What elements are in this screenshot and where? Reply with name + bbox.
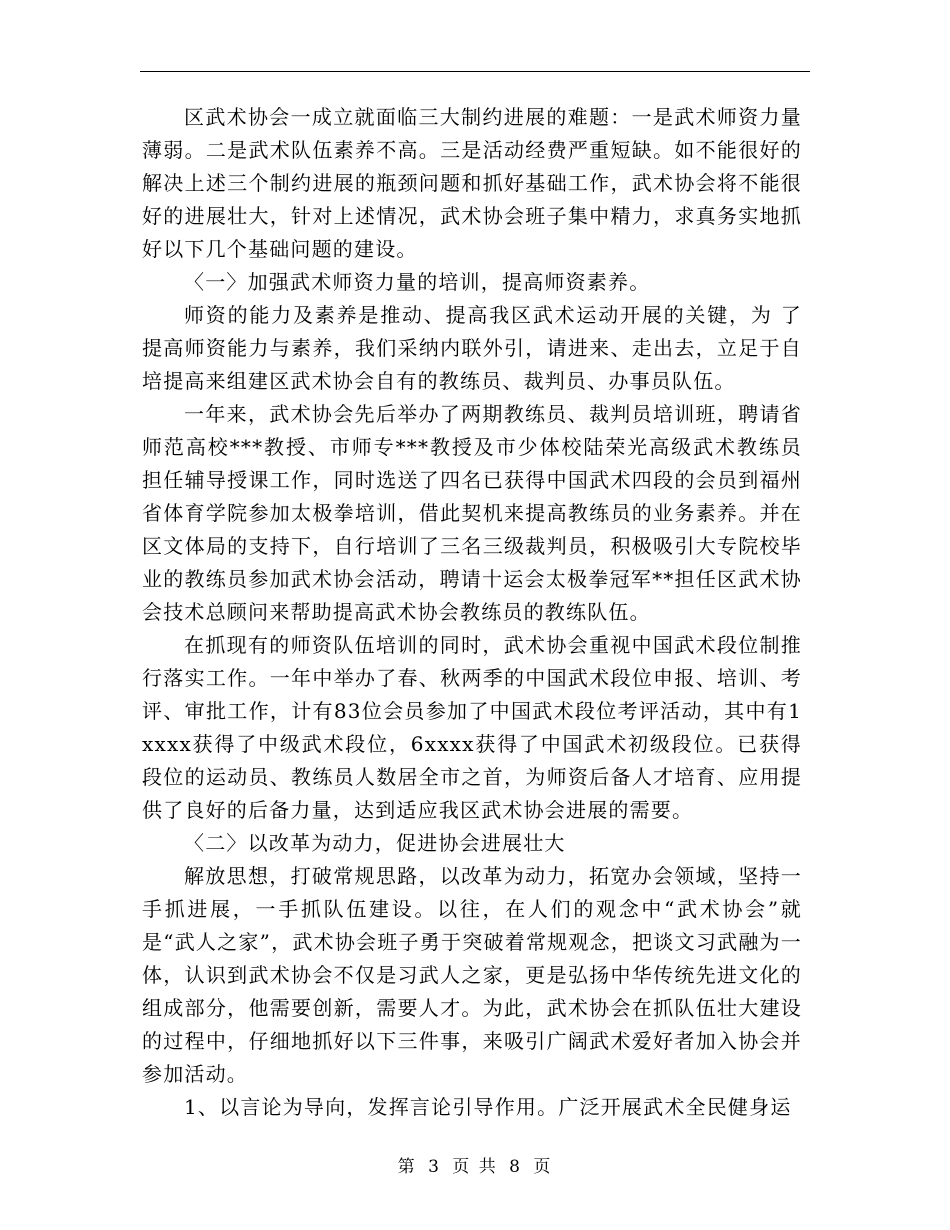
footer-page-number: 3 [428,1157,441,1177]
footer-total-pages: 8 [509,1157,522,1177]
paragraph-item-1: 1、以言论为导向，发挥言论引导作用。广泛开展武术全民健身运 [184,1095,792,1119]
section-heading-1: 〈一〉加强武术师资力量的培训，提高师资素养。 [184,270,651,294]
section-heading-2: 〈二〉以改革为动力，促进协会进展壮大 [184,831,566,855]
page-footer [0,1152,950,1177]
paragraph-ranking-system: 在抓现有的师资队伍培训的同时，武术协会重视中国武术段位制推行落实工作。一年中举办了春、秋两季的中国武术段位申报、培训、考评、审批工作，计有83位会员参加了中国武术段位考评活动，其中有1xxxx获得了中级武术段位，6xxxx获得了中国武术初级段位。已获得段位的运动员、教练员人数居全市之首，为师资后备人才培育、应用提供了良好的后备力量，达到适应我区武术协会进展的需要。 [142,633,802,822]
document-body [142,101,802,1124]
footer-prefix: 第 [397,1157,417,1177]
paragraph-reform: 解放思想，打破常规思路，以改革为动力，拓宽办会领域，坚持一手抓进展，一手抓队伍建设。以往，在人们的观念中“武术协会”就是“武人之家”，武术协会班子勇于突破着常规观念，把谈文习武融为一体，认识到武术协会不仅是习武人之家，更是弘扬中华传统先进文化的组成部分，他需要创新，需要人才。为此，武术协会在抓队伍壮大建设的过程中，仔细地抓好以下三件事，来吸引广阔武术爱好者加入协会并参加活动。 [142,864,802,1086]
header-rule [140,71,810,72]
paragraph-teacher-quality: 师资的能力及素养是推动、提高我区武术运动开展的关键，为 了提高师资能力与素养，我们采纳内联外引，请进来、走出去，立足于自培提高来组建区武术协会自有的教练员、裁判员、办事员队伍。 [142,303,802,393]
footer-suffix: 页 [533,1157,553,1177]
paragraph-training: 一年来，武术协会先后举办了两期教练员、裁判员培训班，聘请省师范高校***教授、市师专***教授及市少体校陆荣光高级武术教练员担任辅导授课工作，同时选送了四名已获得中国武术四段的会员到福州省体育学院参加太极拳培训，借此契机来提高教练员的业务素养。并在区文体局的支持下，自行培训了三名三级裁判员，积极吸引大专院校毕业的教练员参加武术协会活动，聘请十运会太极拳冠军**担任区武术协会技术总顾问来帮助提高武术协会教练员的教练队伍。 [142,402,802,624]
footer-middle: 页 共 [452,1157,498,1177]
paragraph-intro: 区武术协会一成立就面临三大制约进展的难题：一是武术师资力量薄弱。二是武术队伍素养不高。三是活动经费严重短缺。如不能很好的解决上述三个制约进展的瓶颈问题和抓好基础工作，武术协会将不能很好的进展壮大，针对上述情况，武术协会班子集中精力，求真务实地抓好以下几个基础问题的建设。 [142,105,802,261]
